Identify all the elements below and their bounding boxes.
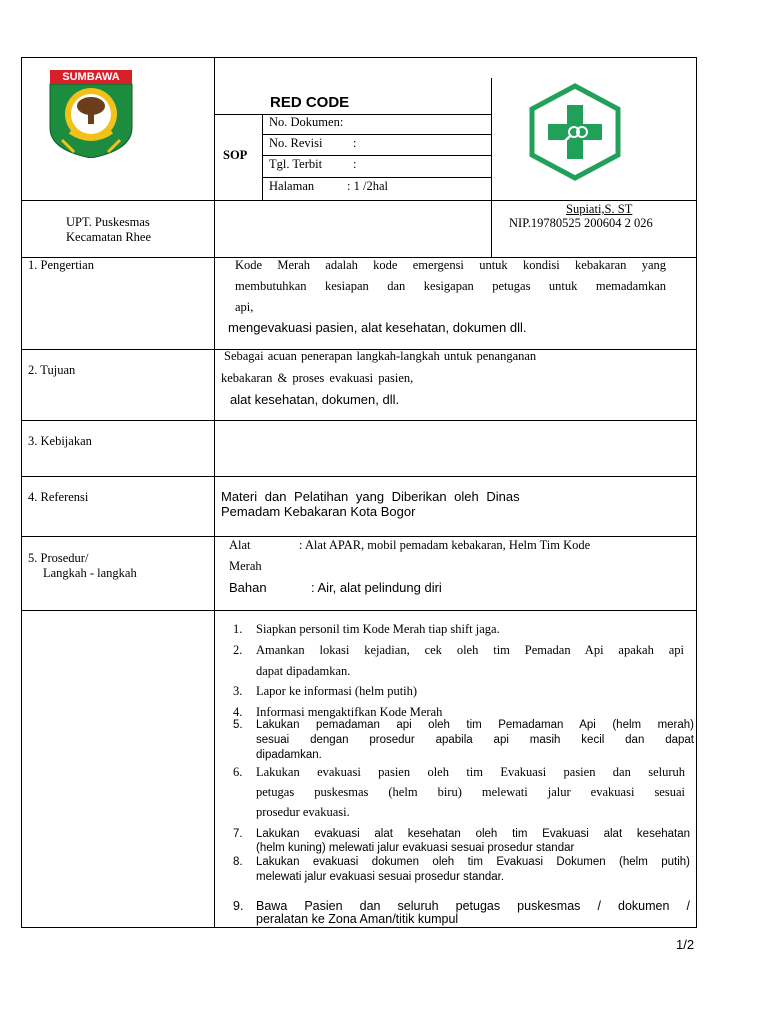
referensi-label: 4. Referensi [28,490,89,504]
doc-number-label: No. Dokumen: [269,115,344,129]
step-text: petugas puskesmas (helm biru) melewati jalur evakuasi sesuai [256,785,685,799]
pengertian-line-1: Kode Merah adalah kode emergensi untuk kondisi kebakaran yang [235,258,666,272]
pengertian-line-2: membutuhkan kesiapan dan kesigapan petugas untuk memadamkan [235,279,666,293]
pengertian-line-4: mengevakuasi pasien, alat kesehatan, dokumen dll. [228,320,527,335]
step-text: Informasi mengaktifkan Kode Merah [256,705,443,719]
sop-label: SOP [223,148,248,162]
page-label: Halaman [269,179,315,193]
tujuan-line-3: alat kesehatan, dokumen, dll. [230,392,400,407]
logo-text: SUMBAWA [62,71,120,83]
org-line-2: Kecamatan Rhee [66,230,152,244]
pengertian-label: 1. Pengertian [28,258,94,272]
signer-name: Supiati,S. ST [566,202,633,216]
bahan-label: Bahan [229,580,267,595]
step-text: prosedur evakuasi. [256,805,350,819]
tujuan-line-1: Sebagai acuan penerapan langkah-langkah untuk penanganan [224,349,537,363]
revision-label: No. Revisi [269,136,323,150]
step-text: (helm kuning) melewati jalur evakuasi sesuai prosedur standar [256,842,575,854]
step-text: Bawa Pasien dan seluruh petugas puskesmas / dokumen / [256,899,690,913]
issue-date-label: Tgl. Terbit [269,157,323,171]
sumbawa-logo [48,70,134,158]
step-number: 2. [233,643,243,657]
referensi-line-2: Pemadam Kebakaran Kota Bogor [221,504,416,519]
step-text: dipadamkan. [256,749,322,761]
step-text: melewati jalur evakuasi sesuai prosedur standar. [256,871,505,883]
page-number: 1/2 [676,937,695,952]
step-text: sesuai dengan prosedur apabila api masih kecil dan dapat [256,734,694,746]
bahan-value: : Air, alat pelindung diri [311,580,442,595]
step-number: 8. [233,856,243,868]
step-text: dapat dipadamkan. [256,664,351,678]
step-text: Lakukan evakuasi alat kesehatan oleh tim Evakuasi alat kesehatan [256,828,690,840]
signer-nip: NIP.19780525 200604 2 026 [509,216,653,230]
step-text: Lakukan pemadaman api oleh tim Pemadaman Api (helm merah) [256,719,694,731]
prosedur-label-2: Langkah - langkah [43,566,137,580]
document-title: RED CODE [270,94,350,111]
tujuan-line-2: kebakaran & proses evakuasi pasien, [221,371,414,385]
issue-date-sep: : [353,157,357,171]
page-value: : 1 /2hal [347,179,388,193]
alat-label: Alat [229,538,251,552]
org-line-1: UPT. Puskesmas [66,215,150,229]
alat-value-2: Merah [229,559,262,573]
step-text: Lapor ke informasi (helm putih) [256,684,418,698]
step-number: 9. [233,899,244,913]
prosedur-label-1: 5. Prosedur/ [28,551,89,565]
step-number: 5. [233,719,243,731]
step-number: 6. [233,765,243,779]
step-number: 3. [233,684,243,698]
pengertian-line-3: api, [235,300,254,314]
step-number: 7. [233,828,243,840]
step-number: 4. [233,705,243,719]
step-text: Amankan lokasi kejadian, cek oleh tim Pemadan Api apakah api [256,643,684,657]
kebijakan-label: 3. Kebijakan [28,434,92,448]
health-cross-logo [527,83,623,181]
tujuan-label: 2. Tujuan [28,363,76,377]
step-text: peralatan ke Zona Aman/titik kumpul [256,912,459,926]
step-text: Lakukan evakuasi pasien oleh tim Evakuasi pasien dan seluruh [256,765,685,779]
step-number: 1. [233,622,243,636]
step-text: Lakukan evakuasi dokumen oleh tim Evakuasi Dokumen (helm putih) [256,856,690,868]
step-text: Siapkan personil tim Kode Merah tiap shift jaga. [256,622,500,636]
alat-value: : Alat APAR, mobil pemadam kebakaran, Helm Tim Kode [299,538,591,552]
referensi-line-1: Materi dan Pelatihan yang Diberikan oleh Dinas [221,489,520,504]
revision-sep: : [353,136,357,150]
